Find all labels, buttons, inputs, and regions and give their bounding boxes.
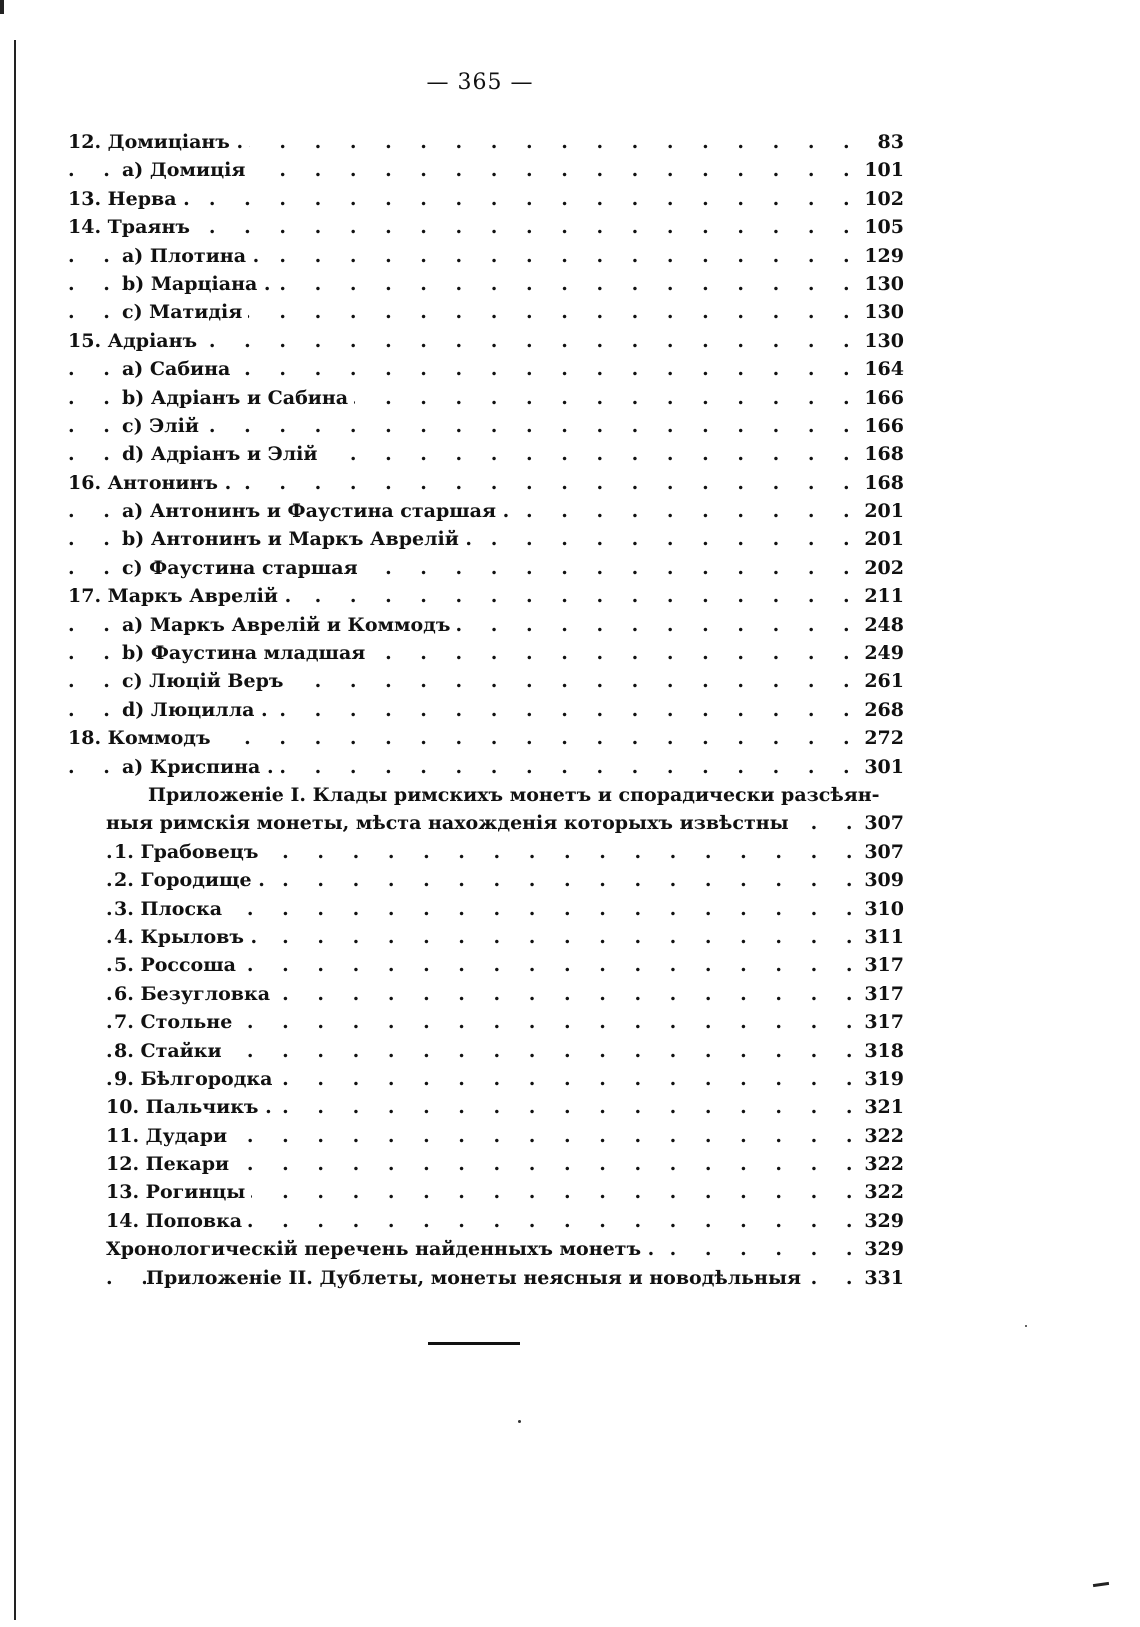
toc-entry bbox=[68, 696, 904, 724]
toc-entry-page: 168 bbox=[864, 471, 904, 494]
toc-entry-page: 322 bbox=[864, 1181, 904, 1204]
toc-entry-title: 16. Антонинъ . bbox=[68, 469, 237, 497]
toc-entry-title: a) Плотина . bbox=[122, 242, 265, 270]
toc-entry-page: 105 bbox=[864, 216, 904, 239]
toc-entry bbox=[68, 1178, 904, 1206]
toc-entry-title: 13. Рогинцы bbox=[106, 1178, 251, 1206]
toc-entry-page: 164 bbox=[864, 358, 904, 381]
toc-entry bbox=[68, 469, 904, 497]
toc-entry bbox=[68, 1235, 904, 1263]
toc-entry-page: 310 bbox=[864, 897, 904, 920]
toc-entry-title: 9. Бѣлгородка bbox=[114, 1065, 278, 1093]
scan-edge bbox=[14, 40, 16, 1620]
toc-entry bbox=[68, 639, 904, 667]
toc-entry-title: 15. Адріанъ bbox=[68, 327, 203, 355]
toc-entry bbox=[68, 554, 904, 582]
toc-entry-page: 317 bbox=[864, 1011, 904, 1034]
scan-mark bbox=[0, 0, 4, 14]
toc-entry-title: c) Элій bbox=[122, 412, 205, 440]
toc-entry-page: 272 bbox=[864, 727, 904, 750]
toc-entry-page: 211 bbox=[864, 585, 904, 608]
toc-entry-page: 201 bbox=[864, 528, 904, 551]
toc-entry bbox=[68, 497, 904, 525]
toc-entry-title: b) Адріанъ и Сабина bbox=[122, 384, 354, 412]
toc-entry-title: 2. Городище . bbox=[114, 866, 271, 894]
toc-entry bbox=[68, 667, 904, 695]
toc-entry-title: 5. Россоша bbox=[114, 951, 242, 979]
toc-entry bbox=[68, 1264, 904, 1292]
toc-entry-page: 166 bbox=[864, 386, 904, 409]
toc-entry bbox=[68, 185, 904, 213]
toc-entry bbox=[68, 327, 904, 355]
toc-entry-title: a) Криспина . bbox=[122, 753, 280, 781]
toc-entry-page: 322 bbox=[864, 1153, 904, 1176]
toc-entry-title: d) Люцилла . bbox=[122, 696, 274, 724]
table-of-contents bbox=[68, 128, 904, 1292]
toc-entry bbox=[68, 270, 904, 298]
toc-entry-page: 101 bbox=[864, 159, 904, 182]
toc-entry-title: 11. Дудари bbox=[106, 1122, 233, 1150]
toc-entry-title: 14. Траянъ bbox=[68, 213, 196, 241]
toc-entry bbox=[68, 1207, 904, 1235]
toc-entry bbox=[68, 525, 904, 553]
toc-entry-page: 329 bbox=[864, 1209, 904, 1232]
toc-entry bbox=[68, 895, 904, 923]
toc-entry-title: c) Матидія bbox=[122, 298, 248, 326]
toc-entry bbox=[68, 838, 904, 866]
toc-entry-title: a) Домиція bbox=[122, 156, 251, 184]
toc-entry bbox=[68, 1008, 904, 1036]
toc-entry-title: 17. Маркъ Аврелій . bbox=[68, 582, 297, 610]
toc-entry-page: 307 bbox=[864, 840, 904, 863]
toc-entry-title: a) Антонинъ и Фаустина старшая . bbox=[122, 497, 515, 525]
toc-entry-page: 331 bbox=[864, 1266, 904, 1289]
toc-entry-title: a) Сабина bbox=[122, 355, 236, 383]
toc-entry-title: b) Марціана . bbox=[122, 270, 277, 298]
toc-entry-page: 329 bbox=[864, 1238, 904, 1261]
toc-entry bbox=[68, 753, 904, 781]
toc-entry-title: 6. Безугловка bbox=[114, 980, 276, 1008]
appendix-1-heading bbox=[68, 781, 904, 809]
toc-entry-page: 317 bbox=[864, 982, 904, 1005]
toc-entry bbox=[68, 1065, 904, 1093]
toc-entry-page: 248 bbox=[864, 613, 904, 636]
toc-entry-title: 14. Поповка bbox=[106, 1207, 248, 1235]
toc-entry-title: 3. Плоска bbox=[114, 895, 228, 923]
toc-entry-title: Хронологическій перечень найденныхъ монетъ . bbox=[106, 1235, 660, 1263]
toc-entry-page: 130 bbox=[864, 329, 904, 352]
scan-speck bbox=[1025, 1325, 1027, 1327]
toc-entry bbox=[68, 128, 904, 156]
toc-entry-title: 7. Стольне bbox=[114, 1008, 238, 1036]
toc-entry-page: 129 bbox=[864, 244, 904, 267]
toc-entry-page: 307 bbox=[864, 812, 904, 835]
toc-entry-title: 1. Грабовецъ bbox=[114, 838, 264, 866]
toc-entry bbox=[68, 1037, 904, 1065]
toc-entry-page: 130 bbox=[864, 301, 904, 324]
toc-entry bbox=[68, 156, 904, 184]
appendix-1-line-2: ныя римскія монеты, мѣста нахожденія которыхъ извѣстны bbox=[106, 809, 795, 837]
toc-entry-title: a) Маркъ Аврелій и Коммодъ bbox=[122, 611, 456, 639]
toc-entry bbox=[68, 980, 904, 1008]
toc-entry-page: 311 bbox=[864, 925, 904, 948]
toc-entry bbox=[68, 1093, 904, 1121]
toc-entry-title: c) Люцій Веръ bbox=[122, 667, 289, 695]
toc-entry-page: 83 bbox=[877, 131, 904, 153]
appendix-1-line-1: Приложеніе I. Клады римскихъ монетъ и спорадически разсѣян- bbox=[148, 781, 886, 809]
toc-entry-title: 13. Нерва . bbox=[68, 185, 196, 213]
toc-entry bbox=[68, 951, 904, 979]
toc-entry-page: 249 bbox=[864, 642, 904, 665]
toc-entry-page: 301 bbox=[864, 755, 904, 778]
toc-entry-page: 322 bbox=[864, 1124, 904, 1147]
toc-entry bbox=[68, 1150, 904, 1178]
scan-speck bbox=[518, 1420, 521, 1423]
toc-entry-title: 18. Коммодъ bbox=[68, 724, 217, 752]
closing-rule bbox=[428, 1342, 520, 1345]
toc-entry bbox=[68, 242, 904, 270]
toc-entry bbox=[68, 923, 904, 951]
toc-entry-page: 102 bbox=[864, 187, 904, 210]
toc-entry-title: Приложеніе II. Дублеты, монеты неясныя и новодѣльныя bbox=[146, 1264, 807, 1292]
toc-entry-page: 268 bbox=[864, 698, 904, 721]
toc-entry bbox=[68, 213, 904, 241]
toc-entry bbox=[68, 1122, 904, 1150]
toc-entry bbox=[68, 412, 904, 440]
scan-mark bbox=[1093, 1582, 1109, 1587]
toc-entry-title: c) Фаустина старшая bbox=[122, 554, 364, 582]
toc-entry bbox=[68, 298, 904, 326]
toc-entry bbox=[68, 355, 904, 383]
toc-entry-title: 12. Пекари bbox=[106, 1150, 235, 1178]
toc-entry bbox=[68, 384, 904, 412]
toc-entry-title: b) Антонинъ и Маркъ Аврелій . bbox=[122, 525, 478, 553]
toc-entry bbox=[68, 866, 904, 894]
toc-entry-title: 12. Домиціанъ . bbox=[68, 128, 249, 156]
toc-entry-page: 319 bbox=[864, 1067, 904, 1090]
toc-entry-page: 317 bbox=[864, 954, 904, 977]
toc-entry-page: 168 bbox=[864, 443, 904, 466]
toc-entry bbox=[68, 582, 904, 610]
toc-entry-title: 4. Крыловъ . bbox=[114, 923, 263, 951]
toc-entry-page: 321 bbox=[864, 1096, 904, 1119]
toc-entry-page: 261 bbox=[864, 670, 904, 693]
toc-entry bbox=[68, 809, 904, 837]
toc-entry-page: 130 bbox=[864, 272, 904, 295]
toc-entry-page: 201 bbox=[864, 500, 904, 523]
toc-entry-page: 166 bbox=[864, 414, 904, 437]
toc-entry-title: b) Фаустина младшая bbox=[122, 639, 371, 667]
toc-entry-title: 8. Стайки bbox=[114, 1037, 228, 1065]
toc-entry bbox=[68, 611, 904, 639]
toc-entry-page: 309 bbox=[864, 869, 904, 892]
toc-entry-title: 10. Пальчикъ . bbox=[106, 1093, 278, 1121]
toc-entry-title: d) Адріанъ и Элій bbox=[122, 440, 323, 468]
toc-entry-page: 202 bbox=[864, 556, 904, 579]
page-number: — 365 — bbox=[426, 70, 534, 95]
toc-entry bbox=[68, 724, 904, 752]
toc-entry-page: 318 bbox=[864, 1039, 904, 1062]
toc-entry bbox=[68, 440, 904, 468]
